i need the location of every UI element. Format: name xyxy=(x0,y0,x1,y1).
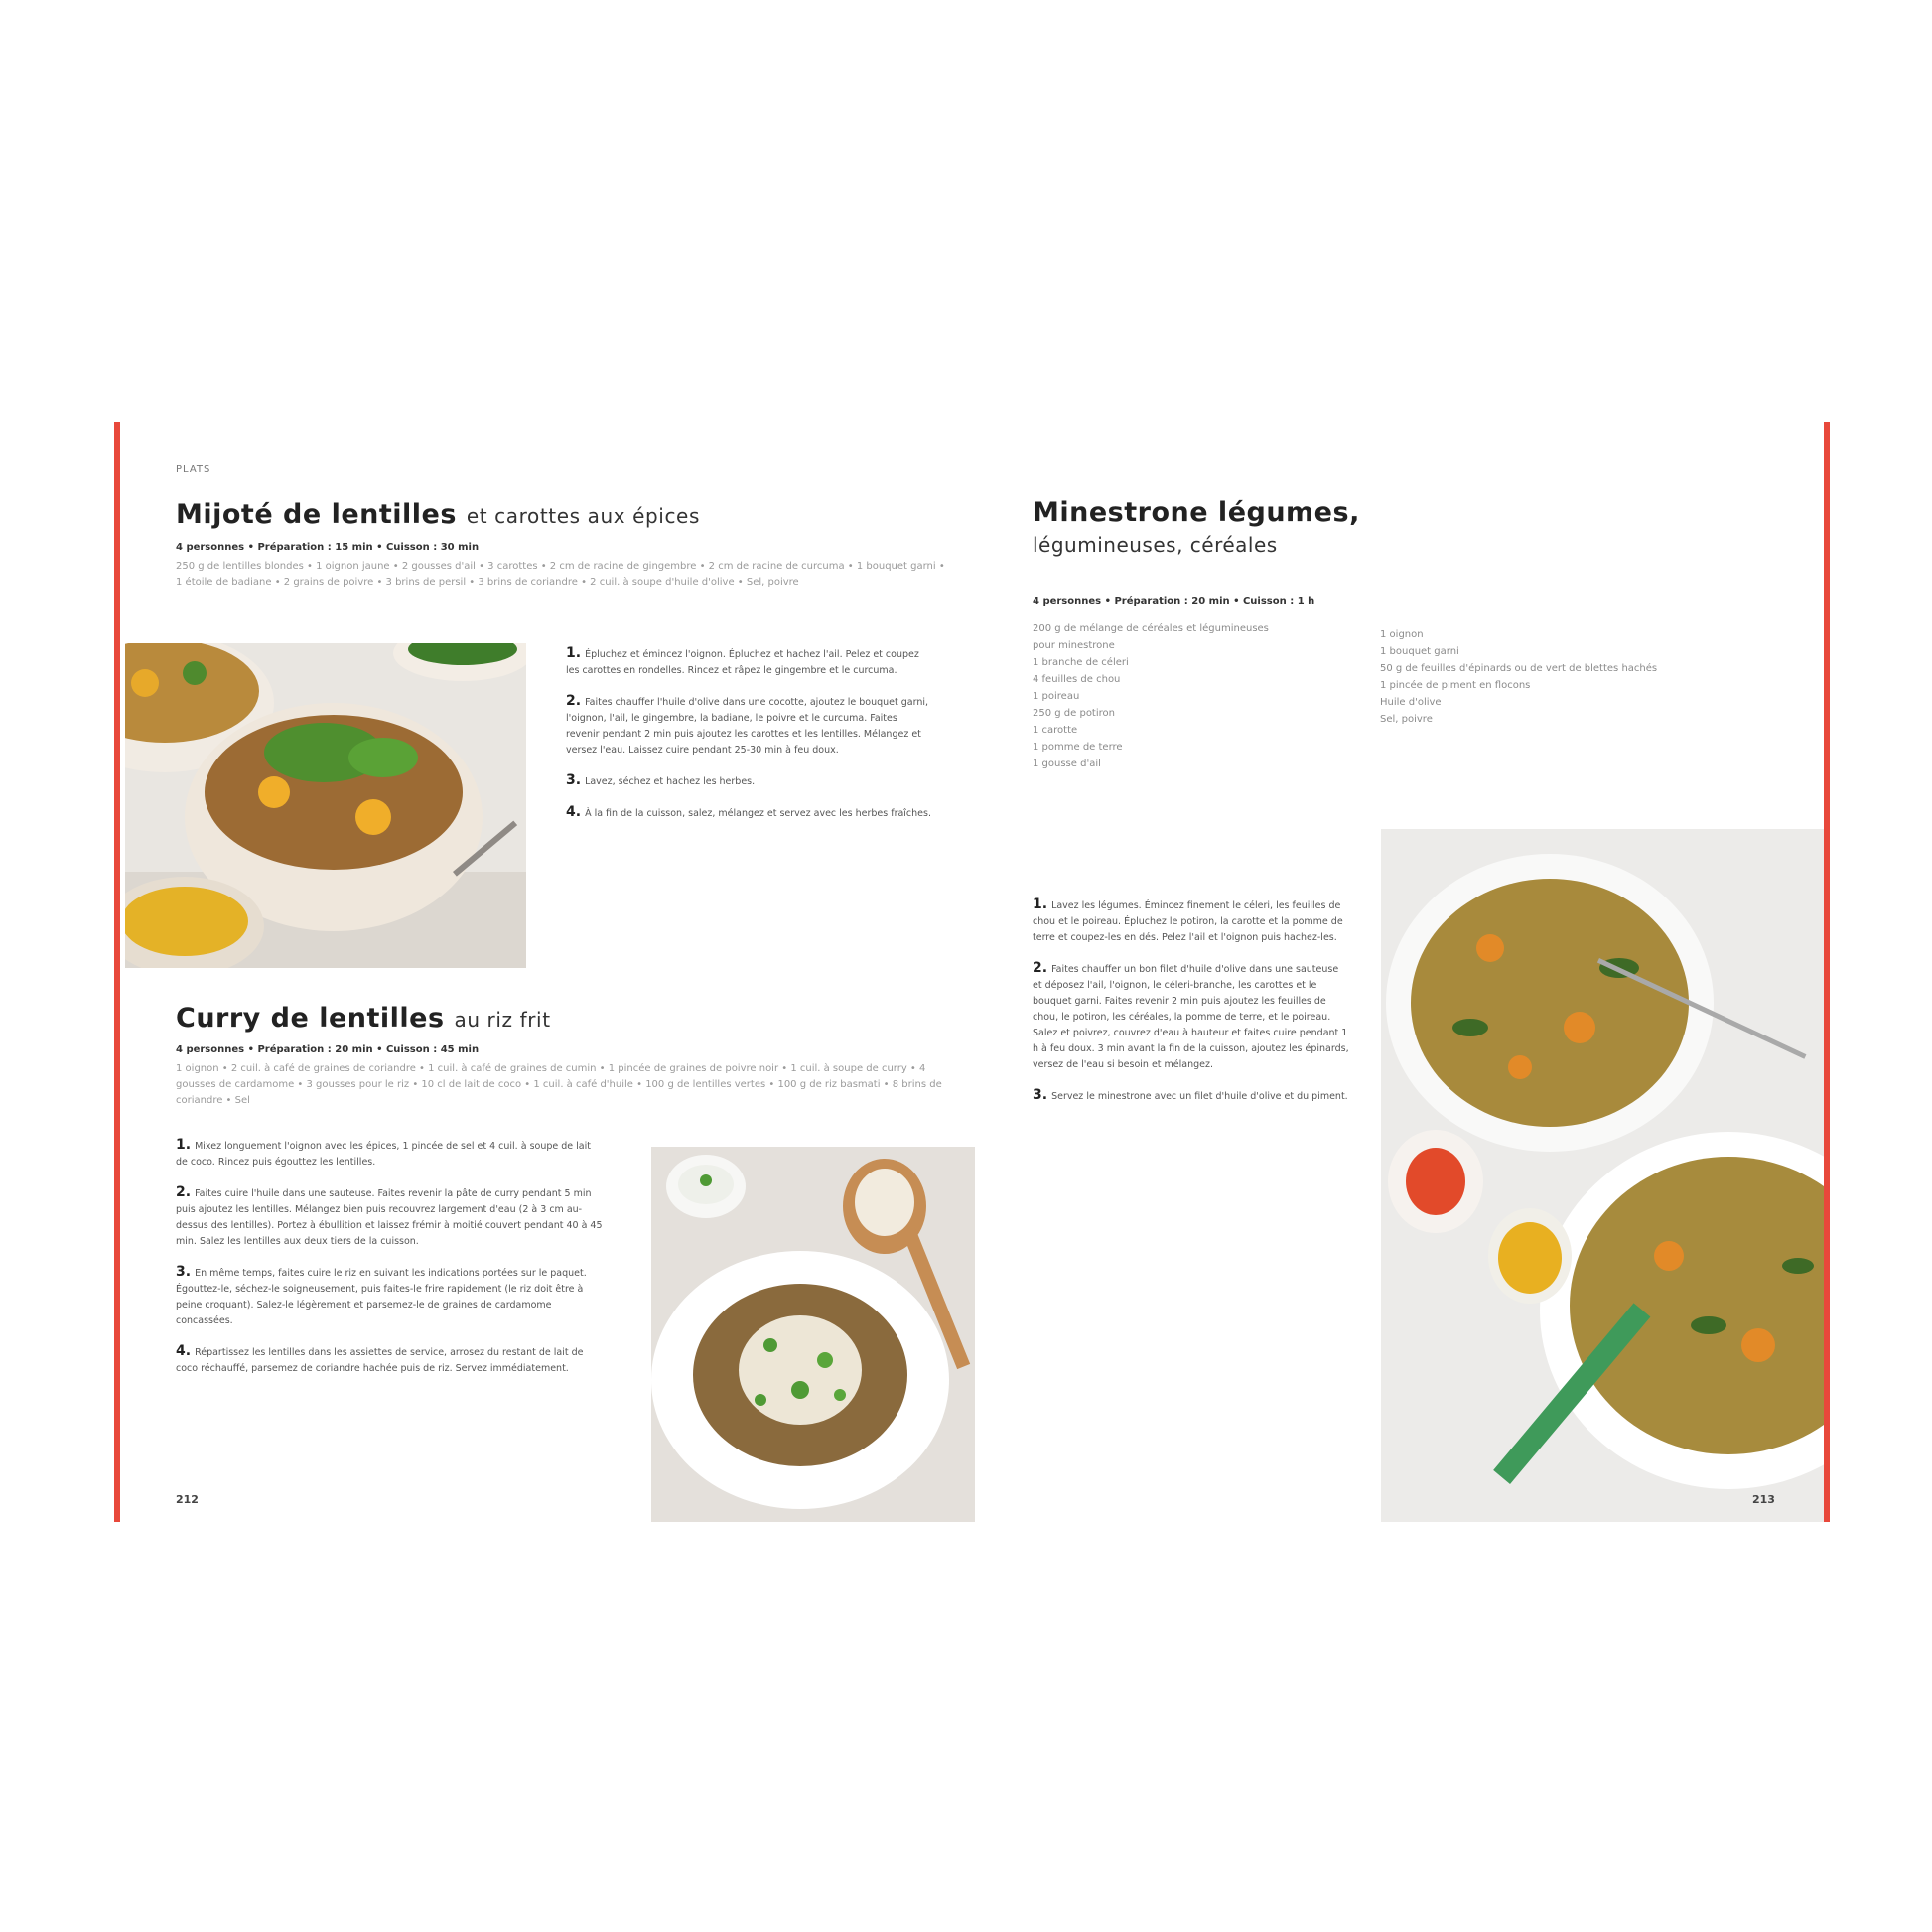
recipe1-meta: 4 personnes • Préparation : 15 min • Cuisson : 30 min xyxy=(176,542,480,553)
recipe1-ingredients: 250 g de lentilles blondes • 1 oignon jaune • 2 gousses d'ail • 3 carottes • 2 cm de racine de gingembre • 2 cm de racine de curcuma • 1 bouquet garni • 1 étoile de badiane • 2 grains de poivre • 3 brins de persil • 3 brins de coriandre • 2 cuil. à soupe d'huile d'olive • Sel, poivre xyxy=(176,561,945,588)
recipe3-step-2: 2. Faites chauffer un bon filet d'huile d'olive dans une sauteuse et déposez l'ail, l'oignon, le céleri-branche, les carottes et le bouquet garni. Faites revenir 2 min puis ajoutez les feuilles de chou, le potiron, les céréales, la pomme de terre, et le poireau. Salez et poivrez, couvrez d'eau à hauteur et faites cuire pendant 1 h à feu doux. 3 min avant la fin de la cuisson, ajoutez les épinards, versez de l'eau si besoin et mélangez. xyxy=(1033,960,1349,1070)
recipe1-steps xyxy=(566,645,933,836)
recipe3-ingredients-col1 xyxy=(1033,621,1350,772)
recipe2-step-3: 3. En même temps, faites cuire le riz en suivant les indications portées sur le paquet. Égouttez-le, séchez-le soigneusement, puis faites-le frire rapidement (le riz doit être à peine croquant). Salez-le légèrement et parsemez-le de graines de cardamome concassées. xyxy=(176,1264,587,1326)
page-number-left: 212 xyxy=(176,1493,199,1506)
ingredient: 250 g de potiron xyxy=(1033,708,1115,719)
ingredient: 1 branche de céleri xyxy=(1033,657,1129,668)
recipe2-meta: 4 personnes • Préparation : 20 min • Cuisson : 45 min xyxy=(176,1044,480,1055)
ingredient: 1 pomme de terre xyxy=(1033,742,1123,753)
left-red-edge xyxy=(114,422,120,1522)
ingredient: 4 feuilles de chou xyxy=(1033,674,1121,685)
right-red-edge xyxy=(1824,422,1830,1522)
book-spread xyxy=(114,422,1832,1522)
ingredient: Huile d'olive xyxy=(1380,697,1442,708)
recipe3-step-1: 1. Lavez les légumes. Émincez finement le céleri, les feuilles de chou et le poireau. Épluchez le potiron, la carotte et la pomme de terre et coupez-les en dés. Pelez l'ail et l'oignon puis hachez-les. xyxy=(1033,897,1343,943)
recipe1-title: Mijoté de lentilles xyxy=(176,499,457,530)
recipe2-title-block xyxy=(176,1003,551,1034)
recipe2-step-2: 2. Faites cuire l'huile dans une sauteuse. Faites revenir la pâte de curry pendant 5 min puis ajoutez les lentilles. Mélangez bien puis recouvrez largement d'eau (2 à 3 cm au-dessus des lentilles). Portez à ébullition et laissez frémir à moitié couvert pendant 40 à 45 min. Salez les lentilles aux deux tiers de la cuisson. xyxy=(176,1184,603,1247)
lentil-stew-photo xyxy=(125,643,526,968)
recipe1-step-3: 3. Lavez, séchez et hachez les herbes. xyxy=(566,772,756,788)
ingredient: Sel, poivre xyxy=(1380,714,1433,725)
recipe2-step-1: 1. Mixez longuement l'oignon avec les épices, 1 pincée de sel et 4 cuil. à soupe de lait de coco. Rincez puis égouttez les lentilles. xyxy=(176,1137,591,1168)
ingredient: 1 poireau xyxy=(1033,691,1080,702)
recipe1-step-2: 2. Faites chauffer l'huile d'olive dans une cocotte, ajoutez le bouquet garni, l'oignon, l'ail, le gingembre, la badiane, le poivre et le curcuma. Faites revenir pendant 2 min puis ajoutez les carottes et les lentilles. Mélangez et versez l'eau. Laissez cuire pendant 25-30 min à feu doux. xyxy=(566,693,929,756)
recipe1-step-4: 4. À la fin de la cuisson, salez, mélangez et servez avec les herbes fraîches. xyxy=(566,804,931,820)
ingredient: pour minestrone xyxy=(1033,640,1115,651)
ingredient: 1 carotte xyxy=(1033,725,1078,736)
lentil-curry-photo xyxy=(651,1147,975,1522)
recipe3-title: Minestrone légumes, xyxy=(1033,497,1360,528)
recipe2-title: Curry de lentilles xyxy=(176,1003,445,1034)
ingredient: 200 g de mélange de céréales et légumineuses xyxy=(1033,623,1269,634)
ingredient: 1 pincée de piment en flocons xyxy=(1380,680,1531,691)
recipe1-step-1: 1. Épluchez et émincez l'oignon. Épluchez et hachez l'ail. Pelez et coupez les carottes en rondelles. Rincez et râpez le gingembre et le curcuma. xyxy=(566,645,919,676)
recipe1-title-block xyxy=(176,499,700,530)
recipe3-meta: 4 personnes • Préparation : 20 min • Cuisson : 1 h xyxy=(1033,596,1315,607)
section-label: PLATS xyxy=(176,464,211,475)
ingredient: 50 g de feuilles d'épinards ou de vert de blettes hachés xyxy=(1380,663,1658,674)
recipe3-steps xyxy=(1033,897,1350,1119)
recipe3-ingredients-col2 xyxy=(1380,626,1777,728)
recipe3-step-3: 3. Servez le minestrone avec un filet d'huile d'olive et du piment. xyxy=(1033,1087,1348,1103)
minestrone-photo xyxy=(1381,829,1824,1522)
ingredient: 1 gousse d'ail xyxy=(1033,759,1101,769)
recipe2-ingredients: 1 oignon • 2 cuil. à café de graines de coriandre • 1 cuil. à café de graines de cumin • 1 pincée de graines de poivre noir • 1 cuil. à soupe de curry • 4 gousses de cardamome • 3 gousses pour le riz • 10 cl de lait de coco • 1 cuil. à café d'huile • 100 g de lentilles vertes • 100 g de riz basmati • 8 brins de coriandre • Sel xyxy=(176,1063,942,1106)
recipe1-subtitle: et carottes aux épices xyxy=(466,504,700,528)
recipe2-step-4: 4. Répartissez les lentilles dans les assiettes de service, arrosez du restant de lait de coco réchauffé, parsemez de coriandre hachée puis de riz. Servez immédiatement. xyxy=(176,1343,584,1374)
recipe3-subtitle: légumineuses, céréales xyxy=(1033,533,1278,557)
ingredient: 1 oignon xyxy=(1380,629,1424,640)
recipe2-steps xyxy=(176,1137,603,1391)
page-number-right: 213 xyxy=(1752,1493,1775,1506)
ingredient: 1 bouquet garni xyxy=(1380,646,1459,657)
recipe2-subtitle: au riz frit xyxy=(454,1008,551,1032)
